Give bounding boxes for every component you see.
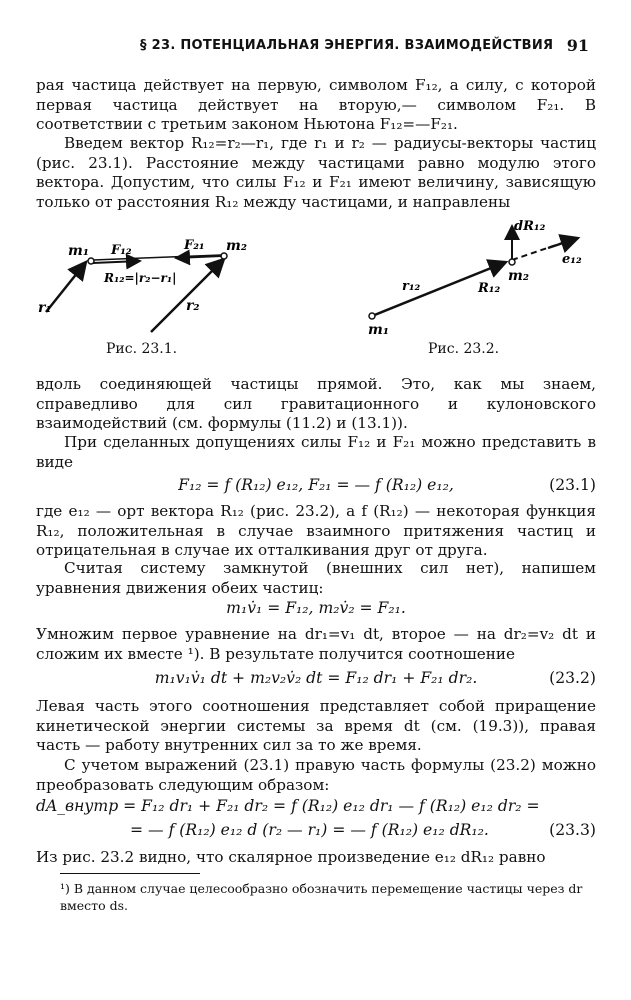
f12-arrow — [93, 261, 140, 263]
paragraph-2: Введем вектор R₁₂=r₂—r₁, где r₁ и r₂ — радиусы-векторы частиц (рис. 23.1). Расстояние между частицами равно модулю этого вектора. Допустим, что силы F₁₂ и F₂₁ имеют величину, зависящую только от расстояния R₁₂ между частицами, и направлены — [36, 134, 596, 211]
paragraph-10: Из рис. 23.2 видно, что скалярное произведение e₁₂ dR₁₂ равно — [36, 848, 546, 866]
equation-motion-body: m₁v̇₁ = F₁₂, m₂v̇₂ = F₂₁. — [226, 599, 406, 617]
label-r12: R₁₂ — [478, 281, 501, 296]
figure-23-1 — [36, 232, 276, 342]
r2-vector — [151, 259, 224, 332]
paragraph-7: Умножим первое уравнение на dr₁=v₁ dt, второе — на dr₂=v₂ dt и сложим их вместе ¹). В результате получится соотношение — [36, 625, 596, 663]
paragraph-8: Левая часть этого соотношения представляет собой приращение кинетической энергии системы за время dt (см. (19.3)), правая часть — работу внутренних сил за то же время. — [36, 697, 596, 755]
page-header — [0, 36, 631, 58]
running-head: § 23. ПОТЕНЦИАЛЬНАЯ ЭНЕРГИЯ. ВЗАИМОДЕЙСТВИЯ — [140, 38, 554, 53]
footnote-rule — [60, 873, 200, 874]
figure-23-1-caption: Рис. 23.1. — [106, 341, 178, 357]
label-f12: F₁₂ — [111, 243, 132, 258]
label-e12: e₁₂ — [562, 252, 582, 267]
paragraph-4: При сделанных допущениях силы F₁₂ и F₂₁ можно представить в виде — [36, 433, 596, 471]
particle-m2 — [509, 259, 515, 265]
page-number: 91 — [566, 36, 589, 55]
equation-23-2-number: (23.2) — [549, 669, 596, 687]
label-r1: r₁₂ — [402, 279, 421, 294]
label-m2: m₂ — [226, 238, 247, 254]
equation-23-3-line-2-body: = — f (R₁₂) e₁₂ d (r₂ — r₁) = — f (R₁₂) e₁₂ dR₁₂. — [130, 821, 489, 839]
equation-23-2-body: m₁v₁v̇₁ dt + m₂v₂v̇₂ dt = F₁₂ dr₁ + F₂₁ dr₂. — [154, 669, 478, 687]
footnote: ¹) В данном случае целесообразно обозначить перемещение частицы через dr вместо ds. — [60, 881, 583, 913]
equation-23-3-number: (23.3) — [549, 821, 596, 839]
equation-23-1-number: (23.1) — [549, 476, 596, 494]
figure-23-2 — [356, 218, 596, 342]
paragraph-9: С учетом выражений (23.1) правую часть формулы (23.2) можно преобразовать следующим образом: — [36, 756, 596, 794]
equation-23-1-body: F₁₂ = f (R₁₂) e₁₂, F₂₁ = — f (R₁₂) e₁₂, — [178, 476, 454, 494]
label-m2: m₂ — [508, 268, 529, 284]
e12-vector — [548, 238, 578, 248]
paragraph-6: Считая систему замкнутой (внешних сил нет), напишем уравнения движения обеих частиц: — [36, 559, 596, 597]
label-m1: m₁ — [368, 322, 389, 338]
label-r1: r₁ — [38, 300, 52, 316]
label-r12: R₁₂=|r₂−r₁| — [104, 271, 177, 285]
label-f21: F₂₁ — [184, 238, 205, 253]
label-m1: m₁ — [68, 243, 89, 259]
figure-23-2-caption: Рис. 23.2. — [428, 341, 500, 357]
equation-motion — [36, 599, 596, 617]
label-dr12: dR₁₂ — [514, 219, 546, 234]
r1-vector — [46, 262, 86, 312]
equation-23-2 — [36, 669, 596, 687]
label-r2: r₂ — [186, 298, 200, 314]
equation-23-1 — [36, 476, 596, 494]
paragraph-1: рая частица действует на первую, символом F₁₂, а силу, с которой первая частица действует на вторую,— символом F₂₁. В соответствии с третьим законом Ньютона F₁₂=—F₂₁. — [36, 76, 596, 134]
paragraph-5: где e₁₂ — орт вектора R₁₂ (рис. 23.2), а f (R₁₂) — некоторая функция R₁₂, положительная в случае взаимного притяжения частиц и отрицательная в случае их отталкивания друг от друга. — [36, 502, 596, 560]
particle-m1 — [369, 313, 375, 319]
equation-23-3-line-2 — [130, 821, 596, 839]
paragraph-3: вдоль соединяющей частицы прямой. Это, как мы знаем, справедливо для сил гравитационного и кулоновского взаимодействий (см. формулы (11.2) и (13.1)). — [36, 375, 596, 433]
equation-23-3-line-1-body: dA_внутр = F₁₂ dr₁ + F₂₁ dr₂ = f (R₁₂) e₁₂ dr₁ — f (R₁₂) e₁₂ dr₂ = — [36, 797, 540, 815]
equation-23-3-line-1 — [36, 797, 596, 815]
